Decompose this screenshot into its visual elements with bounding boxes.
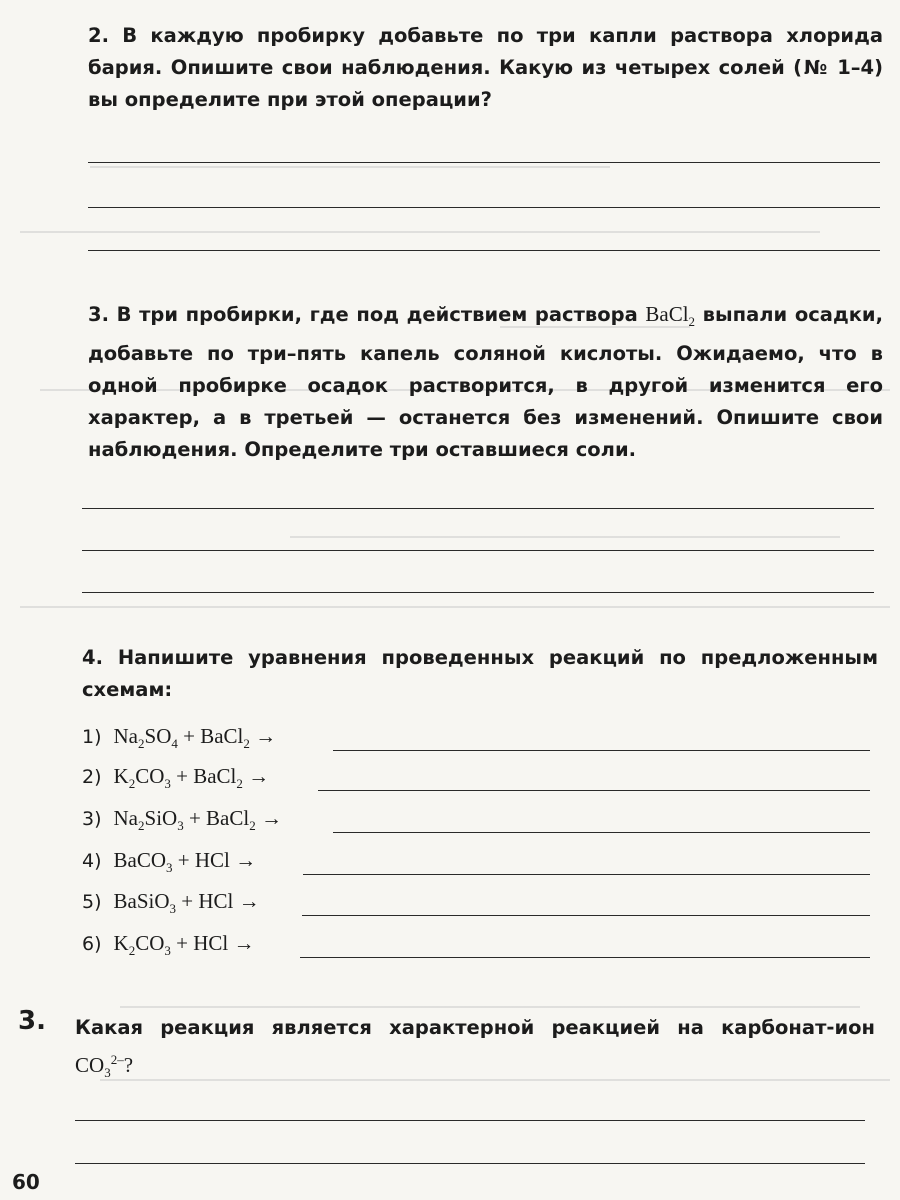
equation-formula: $K_2CO_3$ + HCl → bbox=[113, 931, 255, 959]
answer-line[interactable] bbox=[88, 250, 880, 251]
equation-answer-line[interactable] bbox=[300, 957, 870, 958]
equation-index: 1) bbox=[82, 726, 102, 748]
equation-row bbox=[82, 764, 269, 792]
equation-row bbox=[82, 806, 282, 834]
equation-formula: $Na_2SO_4$ + BaCl$_2$ → bbox=[113, 724, 277, 752]
task-3 bbox=[88, 298, 883, 466]
equation-row bbox=[82, 931, 254, 959]
bleed-through-mark bbox=[20, 225, 820, 239]
formula: BaCl$_2$ bbox=[645, 302, 696, 330]
task-text: В три пробирки, где под действием раствора bbox=[116, 303, 638, 326]
equation-index: 5) bbox=[82, 891, 102, 913]
equation-formula: BaCO$_3$ + HCl → bbox=[113, 848, 257, 876]
answer-line[interactable] bbox=[88, 162, 880, 163]
answer-line[interactable] bbox=[88, 207, 880, 208]
task-text: Напишите уравнения проведенных реакций по предложенным схемам: bbox=[82, 646, 879, 701]
equation-index: 2) bbox=[82, 766, 102, 788]
equation-answer-line[interactable] bbox=[333, 832, 870, 833]
equation-answer-line[interactable] bbox=[333, 750, 870, 751]
answer-line[interactable] bbox=[75, 1163, 865, 1164]
answer-line[interactable] bbox=[82, 592, 874, 593]
equation-formula: $K_2CO_3$ + BaCl$_2$ → bbox=[113, 764, 270, 792]
task-text: выпали осадки, добавьте по три–пять капель соляной кислоты. Ожидаемо, что в одной пробирке осадок растворится, в другой изменится его характер, а в третьей — останется без изменений. Опишите свои наблюдения. Определите три оставшиеся соли. bbox=[88, 303, 884, 462]
task-2 bbox=[88, 20, 883, 116]
task-number: 4. bbox=[82, 646, 103, 669]
bleed-through-mark bbox=[290, 530, 840, 544]
equation-formula: $Na_2SiO_3$ + BaCl$_2$ → bbox=[113, 806, 282, 834]
bleed-through-mark bbox=[20, 600, 890, 614]
equation-index: 6) bbox=[82, 933, 102, 955]
page-number: 60 bbox=[12, 1170, 40, 1194]
answer-line[interactable] bbox=[82, 550, 874, 551]
task-number: 3. bbox=[88, 303, 109, 326]
ion-formula: $CO_3^{2-}$? bbox=[75, 1052, 134, 1081]
task-number: 2. bbox=[88, 24, 109, 47]
section-number: 3. bbox=[18, 1006, 46, 1036]
equation-row bbox=[82, 889, 260, 917]
task-4 bbox=[82, 642, 878, 706]
equation-answer-line[interactable] bbox=[303, 874, 870, 875]
equation-formula: BaSiO$_3$ + HCl → bbox=[113, 889, 260, 917]
task-text: В каждую пробирку добавьте по три капли раствора хлорида бария. Опишите свои наблюдения. Какую из четырех солей (№ 1–4) вы определите при этой операции? bbox=[88, 24, 883, 111]
equation-answer-line[interactable] bbox=[318, 790, 870, 791]
answer-line[interactable] bbox=[75, 1120, 865, 1121]
equation-row bbox=[82, 848, 256, 876]
equation-row bbox=[82, 724, 276, 752]
answer-line[interactable] bbox=[82, 508, 874, 509]
section-3-question bbox=[75, 1012, 875, 1089]
equation-index: 4) bbox=[82, 850, 102, 872]
equation-index: 3) bbox=[82, 808, 102, 830]
equation-answer-line[interactable] bbox=[302, 915, 870, 916]
question-text: Какая реакция является характерной реакцией на карбонат-ион bbox=[75, 1016, 875, 1039]
